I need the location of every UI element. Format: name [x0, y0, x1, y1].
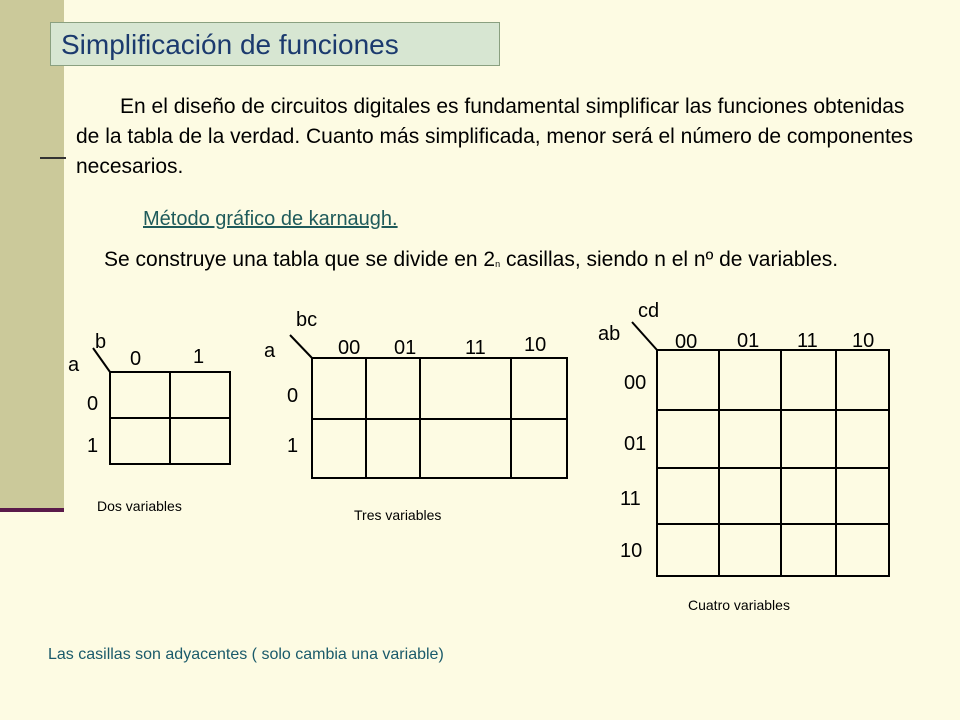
map4-grid [632, 322, 889, 576]
map4-col-label: 01 [737, 330, 760, 352]
map3-caption: Tres variables [354, 507, 442, 523]
map2-col-var: b [95, 331, 107, 353]
map4-row-var: ab [598, 323, 621, 345]
map2-row-label: 0 [87, 393, 99, 415]
method-heading: Método gráfico de karnaugh. [143, 208, 398, 230]
map4-col-var: cd [638, 300, 660, 322]
footer-note: Las casillas son adyacentes ( solo cambia una variable) [48, 646, 444, 663]
map3-col-label: 11 [465, 337, 486, 359]
sidebar-band [0, 0, 64, 508]
map2-row-var: a [68, 354, 80, 376]
map4-col-label: 10 [852, 330, 875, 352]
map3-row-label: 0 [287, 385, 299, 407]
title-box [50, 22, 500, 66]
map3-col-label: 10 [524, 334, 547, 356]
map2-col-label: 1 [193, 346, 205, 368]
construct-text-end: casillas, siendo n el nº de variables. [500, 248, 839, 271]
map4-row-label: 10 [620, 540, 643, 562]
map4-row-label: 11 [620, 488, 641, 510]
construct-text-start: Se construye una tabla que se divide en 2 [104, 248, 496, 271]
map4-col-label: 11 [797, 330, 818, 352]
map2-grid [93, 348, 230, 464]
map4-row-label: 01 [624, 433, 647, 455]
construct-exponent: n [495, 259, 501, 269]
side-dash [40, 157, 66, 159]
intro-paragraph: En el diseño de circuitos digitales es fundamental simplificar las funciones obtenidas de la tabla de la verdad. Cuanto más simplificada, menor será el número de componentes necesarios. [76, 95, 913, 178]
map3-col-var: bc [296, 309, 318, 331]
map2-row-label: 1 [87, 435, 99, 457]
page-title: Simplificación de funciones [61, 29, 399, 60]
map3-row-label: 1 [287, 435, 299, 457]
map2-col-label: 0 [130, 348, 142, 370]
map3-col-label: 00 [338, 337, 361, 359]
map3-row-var: a [264, 340, 276, 362]
map2-caption: Dos variables [97, 498, 182, 514]
construct-paragraph [104, 245, 934, 275]
map3-col-label: 01 [394, 337, 417, 359]
sidebar-underline [0, 508, 64, 512]
map4-caption: Cuatro variables [688, 597, 790, 613]
map4-row-label: 00 [624, 372, 647, 394]
map4-col-label: 00 [675, 331, 698, 353]
